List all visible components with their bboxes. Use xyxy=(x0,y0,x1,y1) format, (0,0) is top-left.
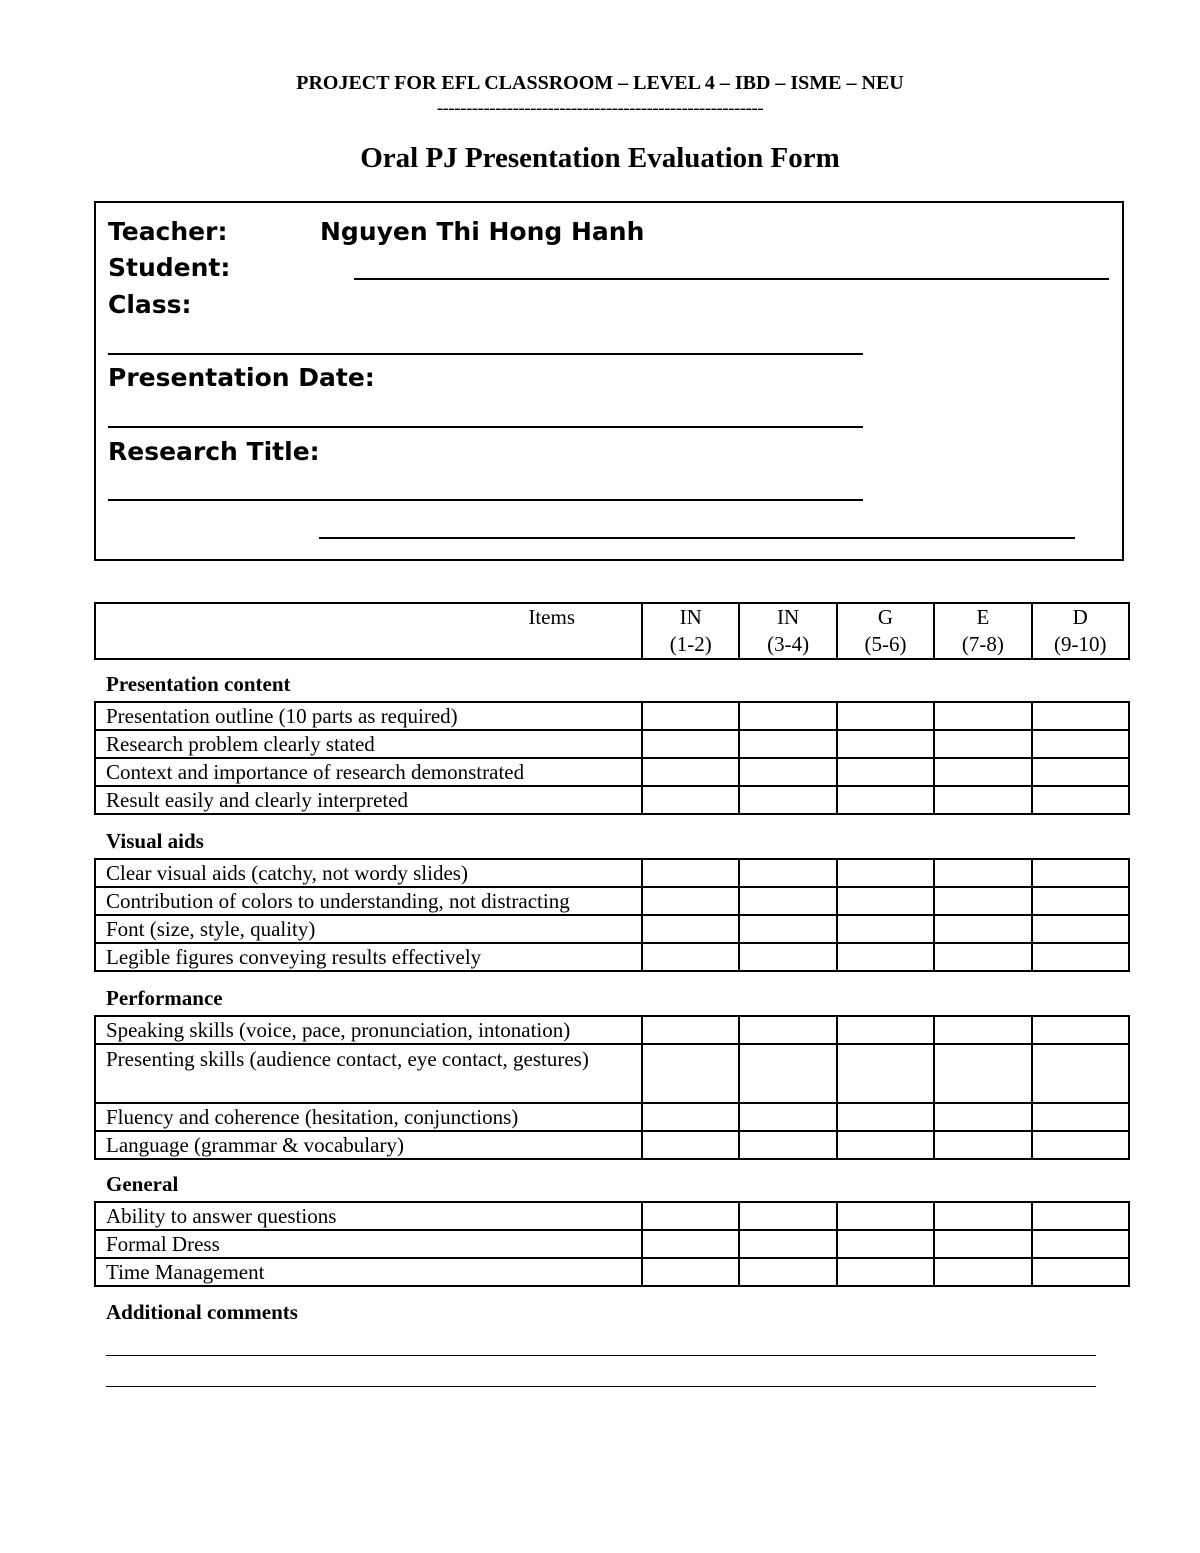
additional-comments-title: Additional comments xyxy=(106,1300,298,1324)
criterion-label: Legible figures conveying results effectively xyxy=(95,943,642,971)
class-field[interactable] xyxy=(108,353,863,355)
score-cell[interactable] xyxy=(934,915,1031,943)
score-cell[interactable] xyxy=(837,702,934,730)
score-cell[interactable] xyxy=(934,758,1031,786)
criterion-label: Presentation outline (10 parts as required) xyxy=(95,702,642,730)
score-cell[interactable] xyxy=(1032,1258,1129,1286)
score-cell[interactable] xyxy=(642,758,739,786)
criterion-label: Fluency and coherence (hesitation, conjunctions) xyxy=(95,1103,642,1131)
score-cell[interactable] xyxy=(739,1230,836,1258)
score-code: IN xyxy=(777,605,800,629)
score-cell[interactable] xyxy=(739,915,836,943)
score-code: IN xyxy=(679,605,702,629)
presentation-date-label: Presentation Date: xyxy=(108,363,375,392)
score-cell[interactable] xyxy=(837,1016,934,1044)
info-box xyxy=(94,201,1124,561)
score-cell[interactable] xyxy=(1032,758,1129,786)
comment-line-1[interactable] xyxy=(106,1355,1096,1356)
criterion-label: Time Management xyxy=(95,1258,642,1286)
project-header: PROJECT FOR EFL CLASSROOM – LEVEL 4 – IBD – ISME – NEU xyxy=(296,72,904,94)
criterion-label: Clear visual aids (catchy, not wordy slides) xyxy=(95,859,642,887)
score-cell[interactable] xyxy=(934,859,1031,887)
teacher-label: Teacher: xyxy=(108,217,228,246)
score-cell[interactable] xyxy=(934,887,1031,915)
section-title-general: General xyxy=(106,1172,179,1196)
form-title: Oral PJ Presentation Evaluation Form xyxy=(360,142,840,174)
score-range: (1-2) xyxy=(669,632,712,656)
section-table-visual-aids xyxy=(94,858,1130,972)
score-cell[interactable] xyxy=(837,1103,934,1131)
score-range: (3-4) xyxy=(767,632,810,656)
score-cell[interactable] xyxy=(1032,1103,1129,1131)
presentation-date-field[interactable] xyxy=(108,426,863,428)
student-label: Student: xyxy=(108,253,231,282)
score-col-header xyxy=(934,603,1031,659)
score-cell[interactable] xyxy=(1032,1230,1129,1258)
score-cell[interactable] xyxy=(1032,786,1129,814)
score-cell[interactable] xyxy=(1032,943,1129,971)
score-cell[interactable] xyxy=(1032,1131,1129,1159)
section-table-general xyxy=(94,1201,1130,1287)
score-cell[interactable] xyxy=(934,1131,1031,1159)
score-col-header xyxy=(739,603,836,659)
score-cell[interactable] xyxy=(642,702,739,730)
score-cell[interactable] xyxy=(739,1131,836,1159)
score-cell[interactable] xyxy=(934,1044,1031,1103)
score-cell[interactable] xyxy=(642,1258,739,1286)
research-title-field-line-1[interactable] xyxy=(108,499,863,501)
score-code: D xyxy=(1072,605,1088,629)
score-cell[interactable] xyxy=(739,887,836,915)
score-col-header xyxy=(837,603,934,659)
score-cell[interactable] xyxy=(642,1044,739,1103)
score-cell[interactable] xyxy=(934,730,1031,758)
score-range: (7-8) xyxy=(961,632,1004,656)
score-cell[interactable] xyxy=(739,943,836,971)
criterion-label: Language (grammar & vocabulary) xyxy=(95,1131,642,1159)
class-label: Class: xyxy=(108,290,192,319)
score-cell[interactable] xyxy=(642,915,739,943)
score-cell[interactable] xyxy=(739,1044,836,1103)
score-cell[interactable] xyxy=(739,1016,836,1044)
score-cell[interactable] xyxy=(739,1258,836,1286)
score-cell[interactable] xyxy=(642,786,739,814)
score-cell[interactable] xyxy=(837,943,934,971)
score-col-header xyxy=(642,603,739,659)
score-cell[interactable] xyxy=(837,859,934,887)
score-cell[interactable] xyxy=(642,887,739,915)
section-title-performance: Performance xyxy=(106,986,223,1010)
comment-line-2[interactable] xyxy=(106,1386,1096,1387)
teacher-name: Nguyen Thi Hong Hanh xyxy=(320,217,645,246)
student-field[interactable] xyxy=(354,278,1109,280)
score-cell[interactable] xyxy=(1032,1044,1129,1103)
criterion-label: Formal Dress xyxy=(95,1230,642,1258)
score-cell[interactable] xyxy=(934,1103,1031,1131)
score-cell[interactable] xyxy=(934,1202,1031,1230)
score-cell[interactable] xyxy=(837,915,934,943)
score-range: (9-10) xyxy=(1054,632,1107,656)
score-cell[interactable] xyxy=(1032,1016,1129,1044)
score-cell[interactable] xyxy=(837,1131,934,1159)
score-cell[interactable] xyxy=(642,943,739,971)
criterion-label: Context and importance of research demonstrated xyxy=(95,758,642,786)
criterion-label: Research problem clearly stated xyxy=(95,730,642,758)
score-cell[interactable] xyxy=(837,1258,934,1286)
score-cell[interactable] xyxy=(837,758,934,786)
score-cell[interactable] xyxy=(739,758,836,786)
research-title-label: Research Title: xyxy=(108,437,320,466)
score-col-header xyxy=(1032,603,1129,659)
score-cell[interactable] xyxy=(642,1202,739,1230)
score-cell[interactable] xyxy=(934,1258,1031,1286)
criterion-label: Font (size, style, quality) xyxy=(95,915,642,943)
dash-separator: -------------------------------------------------------- xyxy=(436,98,764,119)
score-cell[interactable] xyxy=(642,730,739,758)
score-cell[interactable] xyxy=(934,943,1031,971)
criterion-label: Speaking skills (voice, pace, pronunciation, intonation) xyxy=(95,1016,642,1044)
score-code: G xyxy=(877,605,894,629)
score-cell[interactable] xyxy=(837,730,934,758)
score-cell[interactable] xyxy=(1032,702,1129,730)
score-cell[interactable] xyxy=(934,786,1031,814)
score-cell[interactable] xyxy=(739,859,836,887)
criterion-label: Ability to answer questions xyxy=(95,1202,642,1230)
score-cell[interactable] xyxy=(934,702,1031,730)
score-cell[interactable] xyxy=(1032,859,1129,887)
score-cell[interactable] xyxy=(1032,887,1129,915)
score-cell[interactable] xyxy=(837,786,934,814)
section-title-visual-aids: Visual aids xyxy=(106,829,204,853)
score-range: (5-6) xyxy=(864,632,907,656)
score-cell[interactable] xyxy=(739,1202,836,1230)
research-title-field-line-2[interactable] xyxy=(319,537,1075,539)
score-cell[interactable] xyxy=(1032,915,1129,943)
score-cell[interactable] xyxy=(1032,730,1129,758)
score-cell[interactable] xyxy=(642,1016,739,1044)
section-title-presentation-content: Presentation content xyxy=(106,672,291,696)
criterion-label: Contribution of colors to understanding, not distracting xyxy=(95,887,642,915)
score-cell[interactable] xyxy=(934,1016,1031,1044)
score-cell[interactable] xyxy=(934,1230,1031,1258)
section-table-performance xyxy=(94,1015,1130,1160)
score-cell[interactable] xyxy=(1032,1202,1129,1230)
score-cell[interactable] xyxy=(642,859,739,887)
score-code: E xyxy=(976,605,990,629)
score-cell[interactable] xyxy=(642,1230,739,1258)
score-cell[interactable] xyxy=(739,1103,836,1131)
score-cell[interactable] xyxy=(642,1131,739,1159)
section-table-presentation-content xyxy=(94,701,1130,815)
score-cell[interactable] xyxy=(837,1230,934,1258)
criterion-label: Presenting skills (audience contact, eye contact, gestures) xyxy=(95,1044,642,1103)
items-header: Items xyxy=(95,603,642,659)
score-cell[interactable] xyxy=(837,887,934,915)
score-cell[interactable] xyxy=(739,786,836,814)
score-header-table xyxy=(94,602,1130,660)
criterion-label: Result easily and clearly interpreted xyxy=(95,786,642,814)
score-cell[interactable] xyxy=(739,702,836,730)
score-cell[interactable] xyxy=(837,1202,934,1230)
score-cell[interactable] xyxy=(837,1044,934,1103)
score-cell[interactable] xyxy=(642,1103,739,1131)
score-cell[interactable] xyxy=(739,730,836,758)
